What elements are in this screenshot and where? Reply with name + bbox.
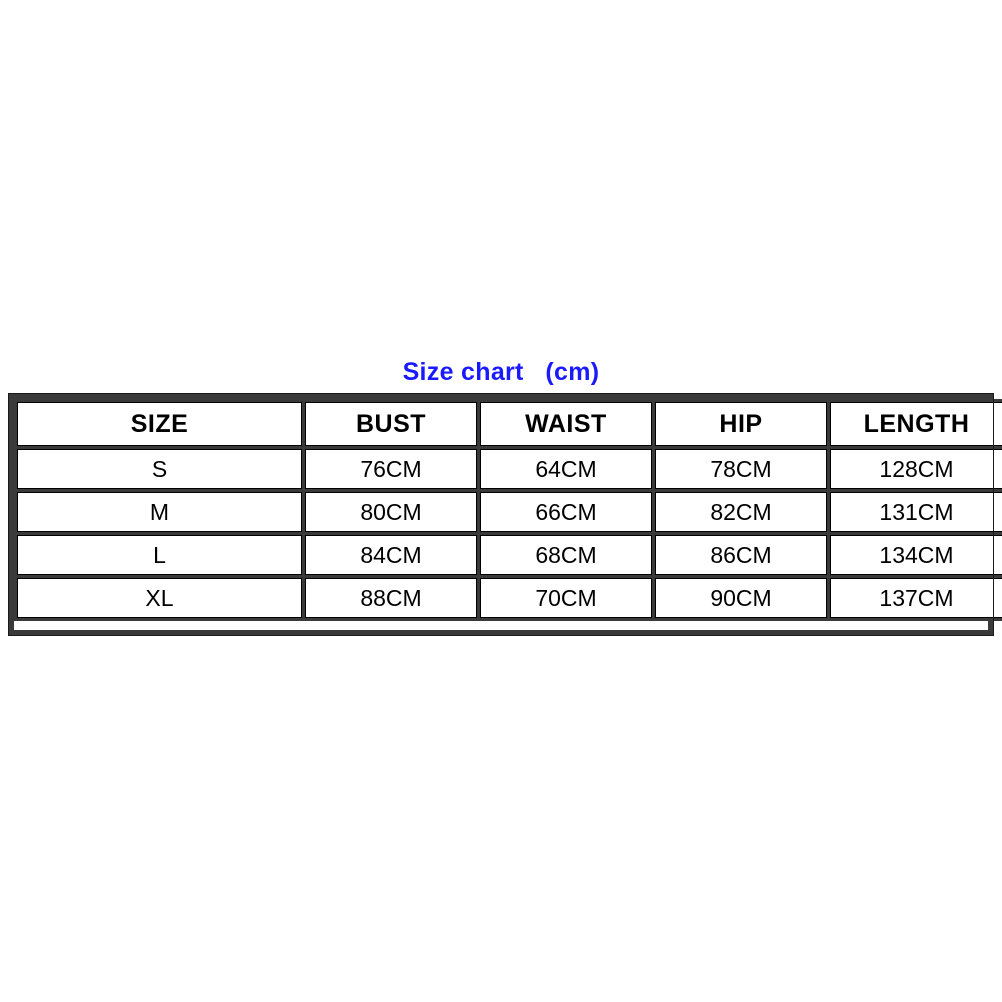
cell-waist: 68CM: [480, 535, 652, 575]
cell-length: 131CM: [830, 492, 1002, 532]
cell-hip: 78CM: [655, 449, 827, 489]
cell-length: 134CM: [830, 535, 1002, 575]
cell-size: L: [17, 535, 302, 575]
column-header-hip: HIP: [655, 402, 827, 446]
cell-bust: 88CM: [305, 578, 477, 618]
page-title: Size chart (cm): [402, 358, 600, 386]
size-chart-table: [14, 399, 1002, 621]
column-header-length: LENGTH: [830, 402, 1002, 446]
table-row: [17, 492, 1002, 532]
size-table-frame: [8, 393, 994, 636]
cell-bust: 80CM: [305, 492, 477, 532]
cell-size: M: [17, 492, 302, 532]
cell-bust: 76CM: [305, 449, 477, 489]
cell-waist: 66CM: [480, 492, 652, 532]
cell-length: 137CM: [830, 578, 1002, 618]
table-row: [17, 535, 1002, 575]
table-row: [17, 449, 1002, 489]
size-table-container: [14, 399, 988, 630]
column-header-waist: WAIST: [480, 402, 652, 446]
cell-hip: 82CM: [655, 492, 827, 532]
table-row: [17, 578, 1002, 618]
table-header-row: [17, 402, 1002, 446]
cell-waist: 70CM: [480, 578, 652, 618]
cell-hip: 90CM: [655, 578, 827, 618]
column-header-size: SIZE: [17, 402, 302, 446]
cell-length: 128CM: [830, 449, 1002, 489]
cell-size: XL: [17, 578, 302, 618]
cell-hip: 86CM: [655, 535, 827, 575]
cell-waist: 64CM: [480, 449, 652, 489]
column-header-bust: BUST: [305, 402, 477, 446]
cell-size: S: [17, 449, 302, 489]
cell-bust: 84CM: [305, 535, 477, 575]
